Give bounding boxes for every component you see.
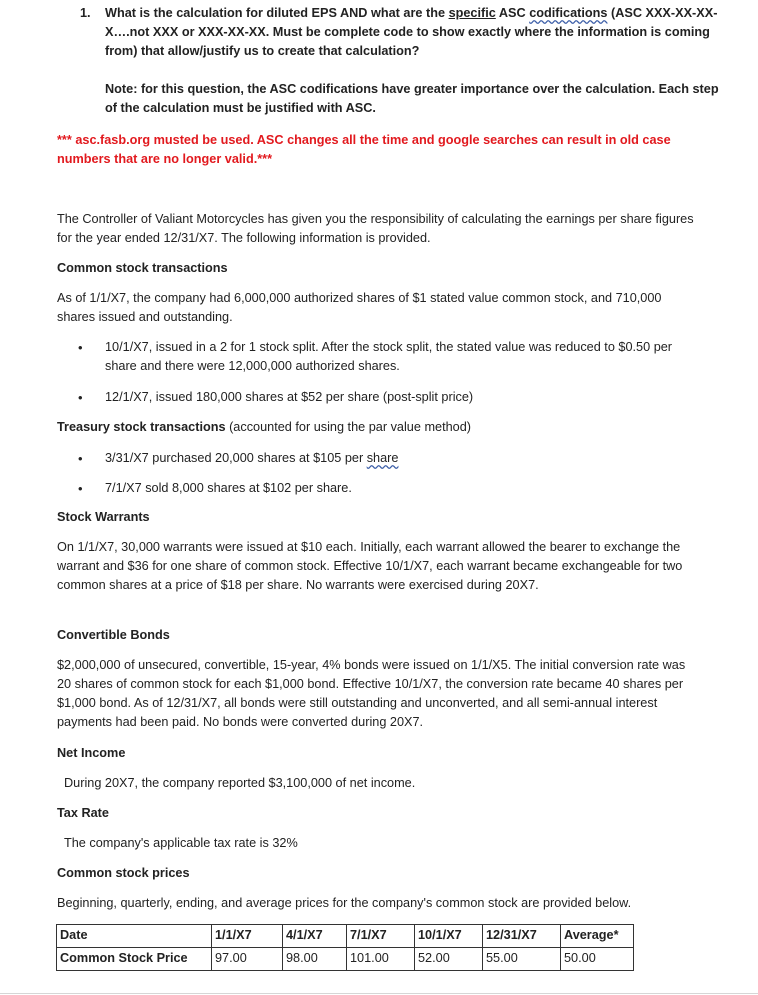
bullet-icon: •: [78, 340, 83, 355]
bonds-text: $2,000,000 of unsecured, convertible, 15-year, 4% bonds were issued on 1/1/X5. The initial conversion rate was 20 shares of common stock for each $1,000 bond. Effective 10/1/X7, the conversion rate became 40 shares per $1,000 bond. As of 12/31/X7, all bonds were still outstanding and unconverted, and all semi-annual interest payments had been paid. No bonds were converted during 20X7.: [57, 658, 686, 729]
question-text: What is the calculation for diluted EPS AND what are the specific ASC codifications (ASC XXX-XX-XX-X….not XXX or XXX-XX-XX. Must be complete code to show exactly where the information is coming from) that allow/justify us to create that calculation?: [105, 6, 718, 58]
warning-text: *** asc.fasb.org musted be used. ASC changes all the time and google searches can result in old case numbers that are no longer valid.***: [57, 133, 671, 166]
net-income-text: During 20X7, the company reported $3,100,000 of net income.: [64, 776, 416, 790]
table-row: [57, 948, 634, 971]
treasury-heading: Treasury stock transactions (accounted for using the par value method): [57, 420, 471, 434]
page-divider: [0, 993, 758, 994]
table-header-cell: 7/1/X7: [347, 925, 415, 948]
prices-heading: Common stock prices: [57, 866, 190, 880]
bonds-heading: Convertible Bonds: [57, 628, 170, 642]
table-header-cell: 12/31/X7: [483, 925, 561, 948]
bullet-icon: •: [78, 451, 83, 466]
table-row: [57, 925, 634, 948]
list-item: • 12/1/X7, issued 180,000 shares at $52 per share (post-split price): [78, 390, 474, 405]
table-cell: 55.00: [483, 948, 561, 971]
table-cell: 97.00: [212, 948, 283, 971]
common-stock-text: As of 1/1/X7, the company had 6,000,000 authorized shares of $1 stated value common stock, and 710,000 shares issued and outstanding.: [57, 291, 662, 324]
list-item: • 3/31/X7 purchased 20,000 shares at $105 per share: [78, 451, 399, 466]
question-block: [80, 4, 720, 118]
prices-text: Beginning, quarterly, ending, and average prices for the company's common stock are provided below.: [57, 896, 632, 910]
table-cell: 98.00: [283, 948, 347, 971]
table-cell: 101.00: [347, 948, 415, 971]
table-cell: 50.00: [561, 948, 634, 971]
list-item: • 10/1/X7, issued in a 2 for 1 stock split. After the stock split, the stated value was reduced to $0.50 per share and there were 12,000,000 authorized shares.: [78, 340, 673, 373]
bullet-icon: •: [78, 481, 83, 496]
intro-text: The Controller of Valiant Motorcycles has given you the responsibility of calculating the earnings per share figures for the year ended 12/31/X7. The following information is provided.: [57, 212, 694, 245]
table-header-cell: 10/1/X7: [415, 925, 483, 948]
common-stock-heading: Common stock transactions: [57, 261, 228, 275]
question-number: 1.: [80, 6, 91, 20]
table-cell: 52.00: [415, 948, 483, 971]
table-cell: Common Stock Price: [57, 948, 212, 971]
table-header-cell: 1/1/X7: [212, 925, 283, 948]
table-header-cell: Average*: [561, 925, 634, 948]
warrants-heading: Stock Warrants: [57, 510, 150, 524]
question-note: Note: for this question, the ASC codifications have greater importance over the calculation. Each step of the calculation must be justified with ASC.: [105, 82, 719, 115]
table-header-cell: Date: [57, 925, 212, 948]
table-header-cell: 4/1/X7: [283, 925, 347, 948]
specific-word: specific: [448, 6, 496, 20]
tax-text: The company's applicable tax rate is 32%: [64, 836, 298, 850]
warrants-text: On 1/1/X7, 30,000 warrants were issued at $10 each. Initially, each warrant allowed the bearer to exchange the warrant and $36 for one share of common stock. Effective 10/1/X7, each warrant became exchangeable for two common shares at a price of $18 per share. No warrants were exercised during 20X7.: [57, 540, 683, 592]
list-item: • 7/1/X7 sold 8,000 shares at $102 per share.: [78, 481, 352, 496]
tax-heading: Tax Rate: [57, 806, 109, 820]
codifications-word: codifications: [529, 6, 608, 20]
bullet-icon: •: [78, 390, 83, 405]
question-detail: (ASC XXX-XX-XX-X….not XXX or XXX-XX-XX. Must be complete code to show exactly where the information is coming from) that allow/justify us to create that calculation?: [105, 6, 718, 58]
stock-price-table: [56, 924, 634, 971]
net-income-heading: Net Income: [57, 746, 126, 760]
